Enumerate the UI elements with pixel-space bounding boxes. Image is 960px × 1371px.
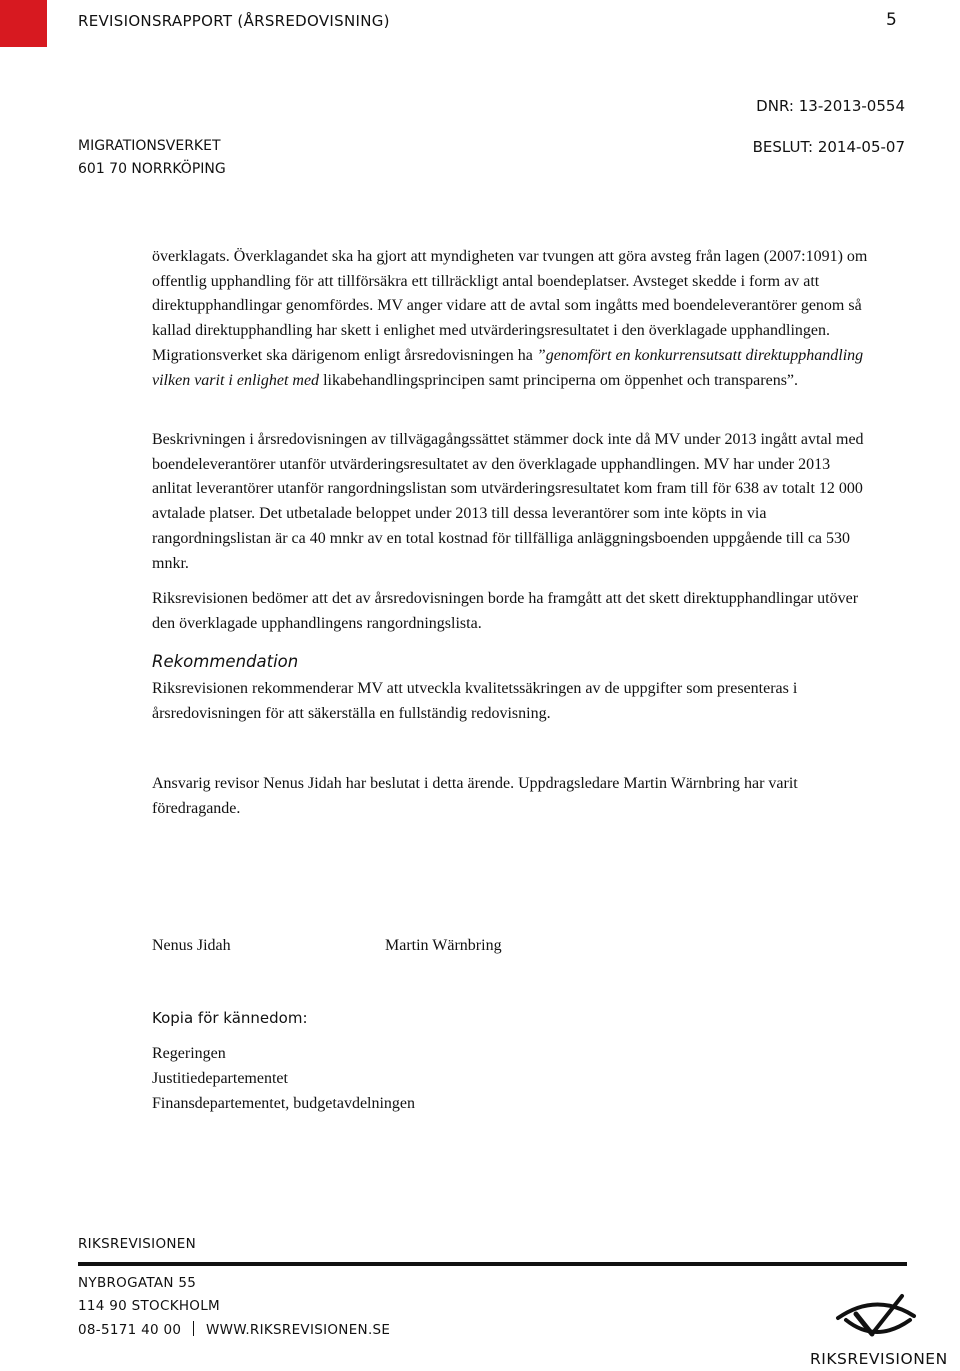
paragraph-1: överklagats. Överklagandet ska ha gjort att myndigheten var tvungen att göra avsteg från lagen (2007:1091) om offentlig upphandling för att tillförsäkra ett tillräckligt antal boendeplatser. Avsteget skedde i form av att direktupphandlingar genomfördes. MV anger vidare att de avtal som ingåtts med boendeleverantörer genom så kallad direktupphandling har skett i enlighet med utvärderingsresultatet i den överklagade upphandlingen. Migrationsverket ska därigenom enligt årsredovisningen ha ”genomfört en konkurrensutsatt direktupphandling vilken varit i enlighet med likabehandlingsprincipen samt principerna om öppenhet och transparens”. (152, 248, 868, 389)
footer-street: NYBROGATAN 55 (78, 1275, 197, 1291)
paragraph-5: Ansvarig revisor Nenus Jidah har beslutat i detta ärende. Uppdragsledare Martin Wärnbring har varit föredragande. (152, 775, 798, 817)
copy-recipients-list (152, 1041, 415, 1116)
recipient-name: MIGRATIONSVERKET (78, 138, 221, 154)
signature-name-1: Nenus Jidah (152, 937, 231, 954)
footer-postal: 114 90 STOCKHOLM (78, 1298, 220, 1314)
logo-wordmark: RIKSREVISIONEN (810, 1350, 948, 1368)
page-number: 5 (886, 10, 897, 30)
footer-phone: 08-5171 40 00 (78, 1322, 182, 1338)
paragraph-4: Riksrevisionen rekommenderar MV att utveckla kvalitetssäkringen av de uppgifter som presenteras i årsredovisningen för att säkerställa en fullständig redovisning. (152, 680, 798, 722)
signature-name-2: Martin Wärnbring (385, 937, 502, 954)
decision-date: BESLUT: 2014-05-07 (752, 138, 905, 156)
quote-text: ”genomfört en konkurrensutsatt direktupphandling vilken varit i enlighet med (152, 346, 864, 389)
footer-contact (78, 1321, 390, 1338)
paragraph-3: Riksrevisionen bedömer att det av årsredovisningen borde ha framgått att det skett direktupphandlingar utöver den överklagade upphandlingens rangordningslista. (152, 590, 859, 632)
copy-heading: Kopia för kännedom: (152, 1009, 308, 1027)
report-title: REVISIONSRAPPORT (ÅRSREDOVISNING) (78, 12, 390, 30)
section-heading-recommendation: Rekommendation (152, 652, 299, 671)
list-item: Justitiedepartementet (152, 1070, 288, 1087)
footer-website-link[interactable]: WWW.RIKSREVISIONEN.SE (205, 1322, 391, 1338)
diary-number: DNR: 13-2013-0554 (756, 97, 905, 115)
paragraph-2: Beskrivningen i årsredovisningen av tillvägagångssättet stämmer dock inte då MV under 2013 ingått avtal med boendeleverantörer utanför utvärderingsresultatet av den överklagade upphandlingen. MV har under 2013 anlitat leverantörer utanför rangordningslistan som utvärderingsresultatet kom fram till för 638 av totalt 12 000 avtalade platser. Det utbetalade beloppet under 2013 till dessa leverantörer som inte köpts in via rangordningslistan är ca 40 mnkr av en total kostnad för tillfälliga anläggningsboenden uppgående till ca 530 mnkr. (152, 431, 864, 572)
list-item: Finansdepartementet, budgetavdelningen (152, 1095, 416, 1112)
red-corner-mark (0, 0, 47, 47)
list-item: Regeringen (152, 1045, 226, 1062)
recipient-address: 601 70 NORRKÖPING (78, 161, 226, 177)
footer-divider (78, 1262, 907, 1266)
footer-org: RIKSREVISIONEN (78, 1236, 197, 1252)
